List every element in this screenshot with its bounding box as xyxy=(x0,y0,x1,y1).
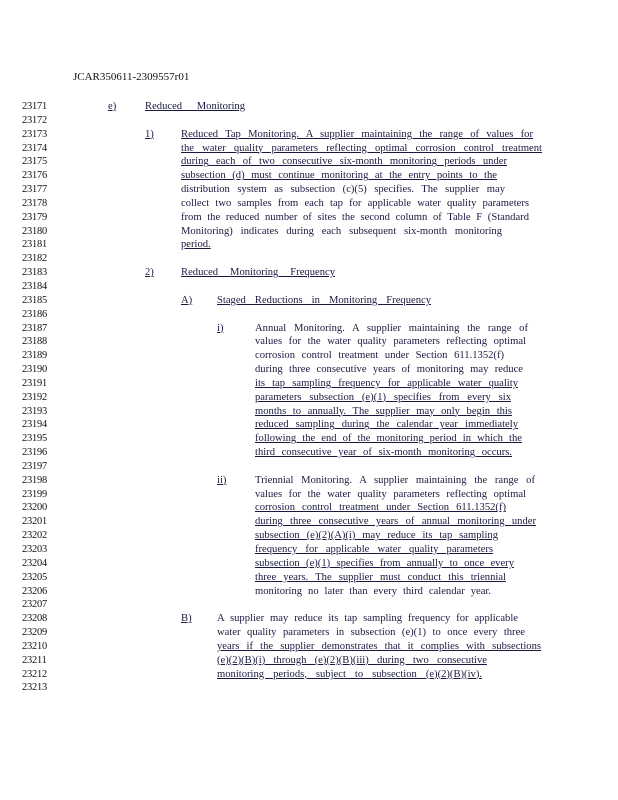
line-number: 23185 xyxy=(22,294,47,306)
document-line xyxy=(0,335,618,349)
line-number: 23183 xyxy=(22,267,47,279)
line-number: 23203 xyxy=(22,544,47,555)
line-text: third consecutive year of six-month monitoring occurs. xyxy=(255,447,512,459)
document-line xyxy=(0,100,618,114)
line-text: its tap sampling frequency for applicable water quality xyxy=(255,377,518,389)
line-text: Triennial Monitoring. A supplier maintaining the range of xyxy=(255,474,535,486)
line-text: values for the water quality parameters reflecting optimal xyxy=(255,336,526,348)
line-text: subsection (d) must continue monitoring at the entry points to the xyxy=(181,170,497,182)
line-text: the water quality parameters reflecting optimal corrosion control treatment xyxy=(181,142,542,154)
line-number: 23212 xyxy=(22,668,47,680)
section-label: 2) xyxy=(145,267,154,279)
document-line xyxy=(0,612,618,626)
line-number: 23179 xyxy=(22,211,47,223)
line-text: Reduced Tap Monitoring. A supplier maintaining the range of values for xyxy=(181,128,533,140)
document-line xyxy=(0,557,618,571)
line-number: 23213 xyxy=(22,682,47,694)
document-line xyxy=(0,460,618,474)
line-number: 23189 xyxy=(22,350,47,362)
line-text: frequency for applicable water quality parameters xyxy=(255,544,493,555)
line-text: during three consecutive years of annual monitoring under xyxy=(255,516,536,528)
line-text: corrosion control treatment under Section 611.1352(f) xyxy=(255,502,506,514)
document-line xyxy=(0,488,618,502)
document-body xyxy=(0,100,618,695)
document-line xyxy=(0,169,618,183)
line-number: 23172 xyxy=(22,114,47,126)
section-label: 1) xyxy=(145,128,154,140)
line-number: 23176 xyxy=(22,170,47,182)
document-line xyxy=(0,183,618,197)
document-line xyxy=(0,280,618,294)
document-line xyxy=(0,266,618,280)
document-line xyxy=(0,598,618,612)
document-line xyxy=(0,377,618,391)
line-text: Monitoring) indicates during each subsequent six-month monitoring xyxy=(181,225,502,237)
document-line xyxy=(0,681,618,695)
document-line xyxy=(0,501,618,515)
document-line xyxy=(0,128,618,142)
line-number: 23178 xyxy=(22,197,47,209)
section-label: ii) xyxy=(217,474,227,486)
line-text: subsection (e)(1) specifies from annually to once every xyxy=(255,557,514,569)
line-number: 23206 xyxy=(22,585,47,597)
line-text: distribution system as subsection (c)(5) specifies. The supplier may xyxy=(181,184,505,196)
document-line xyxy=(0,391,618,405)
document-line xyxy=(0,640,618,654)
line-number: 23195 xyxy=(22,433,47,445)
line-number: 23201 xyxy=(22,516,47,528)
line-text: during three consecutive years of monitoring may reduce xyxy=(255,364,523,376)
line-number: 23188 xyxy=(22,336,47,348)
line-number: 23198 xyxy=(22,474,47,486)
line-number: 23175 xyxy=(22,156,47,168)
section-label: A) xyxy=(181,294,193,306)
line-number: 23196 xyxy=(22,447,47,459)
document-line xyxy=(0,585,618,599)
line-number: 23199 xyxy=(22,488,47,500)
line-text: during each of two consecutive six-month monitoring periods under xyxy=(181,156,507,168)
document-line xyxy=(0,529,618,543)
document-line xyxy=(0,571,618,585)
document-line xyxy=(0,668,618,682)
line-text: months to annually. The supplier may only begin this xyxy=(255,405,512,417)
line-text: monitoring periods, subject to subsection (e)(2)(B)(iv). xyxy=(217,668,482,680)
document-line xyxy=(0,432,618,446)
document-line xyxy=(0,405,618,419)
line-number: 23187 xyxy=(22,322,47,334)
document-line xyxy=(0,252,618,266)
line-text: monitoring no later than every third calendar year. xyxy=(255,585,491,597)
document-line xyxy=(0,474,618,488)
line-number: 23194 xyxy=(22,419,47,431)
document-line xyxy=(0,322,618,336)
document-line xyxy=(0,308,618,322)
line-text: parameters subsection (e)(1) specifies from every six xyxy=(255,391,511,403)
document-line xyxy=(0,349,618,363)
section-label: e) xyxy=(108,101,117,112)
line-text: values for the water quality parameters reflecting optimal xyxy=(255,488,526,500)
line-number: 23186 xyxy=(22,308,47,320)
line-number: 23204 xyxy=(22,557,47,569)
line-number: 23171 xyxy=(22,101,47,112)
document-line xyxy=(0,225,618,239)
line-number: 23210 xyxy=(22,640,47,652)
line-text: (e)(2)(B)(i) through (e)(2)(B)(iii) during two consecutive xyxy=(217,654,487,666)
line-text: corrosion control treatment under Section 611.1352(f) xyxy=(255,350,504,362)
line-text: water quality parameters in subsection (e)(1) to once every three xyxy=(217,627,525,639)
document-line xyxy=(0,294,618,308)
line-number: 23193 xyxy=(22,405,47,417)
section-label: i) xyxy=(217,322,224,334)
line-text: Reduced Monitoring xyxy=(145,101,245,112)
line-number: 23209 xyxy=(22,627,47,639)
line-number: 23200 xyxy=(22,502,47,514)
line-text: three years. The supplier must conduct this triennial xyxy=(255,571,506,583)
line-text: Annual Monitoring. A supplier maintaining the range of xyxy=(255,322,528,334)
line-text: collect two samples from each tap for applicable water quality parameters xyxy=(181,197,529,209)
line-text: from the reduced number of sites the second column of Table F (Standard xyxy=(181,211,529,223)
line-number: 23174 xyxy=(22,142,47,154)
line-number: 23190 xyxy=(22,364,47,376)
line-number: 23173 xyxy=(22,128,47,140)
document-line xyxy=(0,543,618,557)
line-text: reduced sampling during the calendar year immediately xyxy=(255,419,518,431)
line-number: 23205 xyxy=(22,571,47,583)
document-line xyxy=(0,515,618,529)
line-text: period. xyxy=(181,239,211,251)
document-line xyxy=(0,418,618,432)
line-text: A supplier may reduce its tap sampling frequency for applicable xyxy=(217,613,518,625)
line-number: 23211 xyxy=(22,654,47,666)
line-text: Reduced Monitoring Frequency xyxy=(181,267,335,279)
line-number: 23184 xyxy=(22,280,47,292)
document-line xyxy=(0,197,618,211)
line-number: 23191 xyxy=(22,377,47,389)
section-label: B) xyxy=(181,613,192,625)
document-line xyxy=(0,211,618,225)
document-line xyxy=(0,114,618,128)
line-number: 23208 xyxy=(22,613,47,625)
line-number: 23182 xyxy=(22,253,47,265)
line-text: years if the supplier demonstrates that it complies with subsections xyxy=(217,640,541,652)
document-line xyxy=(0,238,618,252)
line-number: 23197 xyxy=(22,460,47,472)
line-text: subsection (e)(2)(A)(i) may reduce its tap sampling xyxy=(255,530,498,542)
line-text: following the end of the monitoring period in which the xyxy=(255,433,522,445)
document-line xyxy=(0,363,618,377)
line-number: 23181 xyxy=(22,239,47,251)
document-line xyxy=(0,142,618,156)
line-number: 23180 xyxy=(22,225,47,237)
line-number: 23177 xyxy=(22,184,47,196)
document-line xyxy=(0,626,618,640)
document-id: JCAR350611-2309557r01 xyxy=(73,71,190,83)
line-number: 23207 xyxy=(22,599,47,611)
document-line xyxy=(0,654,618,668)
line-text: Staged Reductions in Monitoring Frequency xyxy=(217,294,431,306)
line-number: 23202 xyxy=(22,530,47,542)
document-line xyxy=(0,446,618,460)
line-number: 23192 xyxy=(22,391,47,403)
document-line xyxy=(0,155,618,169)
